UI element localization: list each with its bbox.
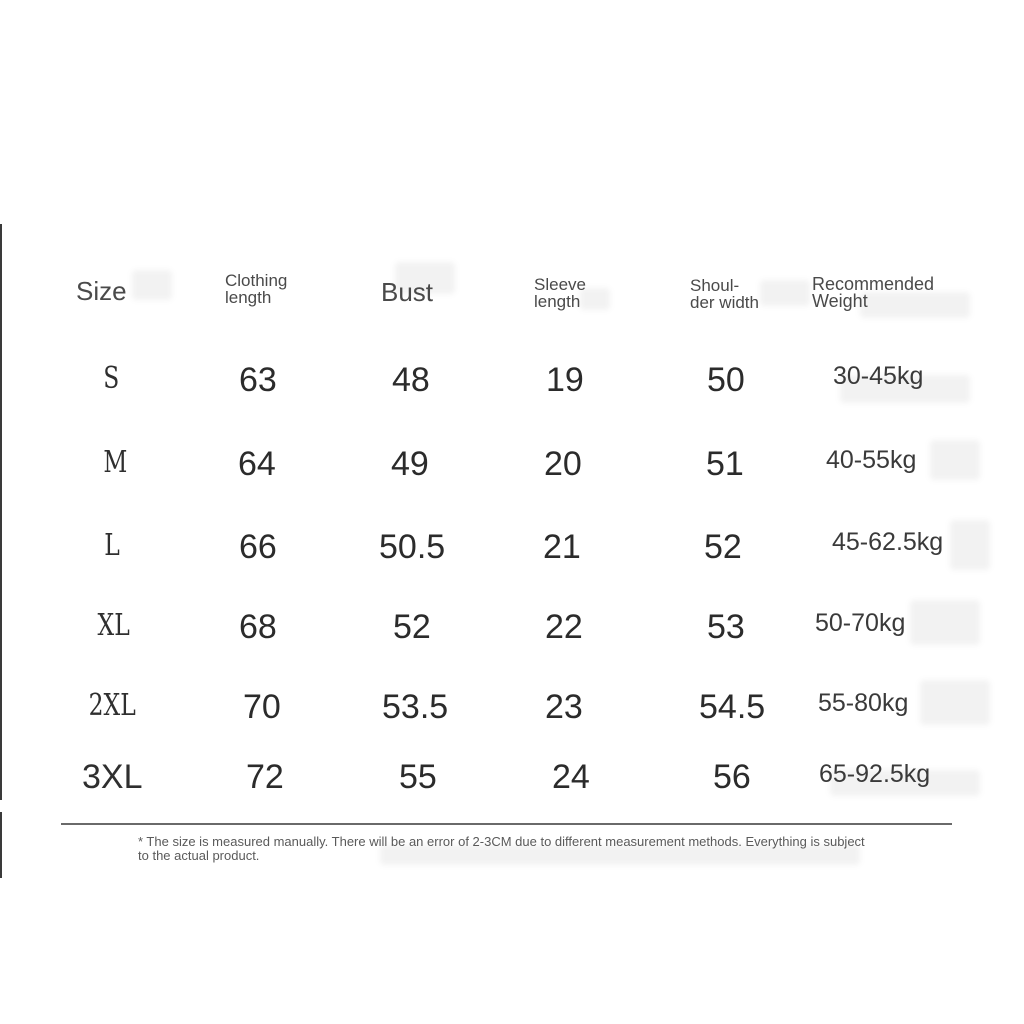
bust-value: 52 bbox=[393, 608, 431, 646]
sleeve-length-value: 23 bbox=[545, 688, 583, 726]
left-edge-line-lower bbox=[0, 812, 2, 878]
ghost-artifact bbox=[950, 520, 990, 570]
sleeve-length-value: 22 bbox=[545, 608, 583, 646]
left-edge-line bbox=[0, 224, 2, 800]
shoulder-width-value: 50 bbox=[707, 361, 745, 399]
shoulder-width-value: 56 bbox=[713, 758, 751, 796]
clothing-length-value: 72 bbox=[246, 758, 284, 796]
sleeve-length-value: 24 bbox=[552, 758, 590, 796]
weight-value: 45-62.5kg bbox=[832, 528, 944, 556]
header-bust: Bust bbox=[381, 277, 434, 307]
header-clothing-length-line1: Clothing bbox=[225, 271, 288, 290]
header-recommended-weight-line2: Weight bbox=[812, 291, 868, 311]
ghost-artifact bbox=[910, 600, 980, 645]
header-sleeve-length bbox=[534, 276, 586, 310]
footnote-divider bbox=[61, 823, 952, 825]
ghost-artifact bbox=[132, 270, 172, 300]
header-clothing-length bbox=[225, 272, 287, 306]
header-shoulder-width bbox=[690, 277, 759, 311]
header-recommended-weight bbox=[812, 276, 934, 310]
shoulder-width-value: 52 bbox=[704, 528, 742, 566]
header-shoulder-width-line2: der width bbox=[690, 293, 759, 312]
size-label: 2XL bbox=[88, 688, 136, 723]
bust-value: 49 bbox=[391, 445, 429, 483]
weight-value: 50-70kg bbox=[815, 609, 906, 637]
header-recommended-weight-line1: Recommended bbox=[812, 274, 935, 294]
size-label: XL bbox=[97, 608, 130, 643]
size-label: 3XL bbox=[82, 758, 143, 796]
header-sleeve-length-line1: Sleeve bbox=[534, 275, 586, 294]
clothing-length-value: 63 bbox=[239, 361, 277, 399]
size-label: S bbox=[103, 361, 120, 396]
sleeve-length-value: 21 bbox=[543, 528, 581, 566]
weight-value: 55-80kg bbox=[818, 689, 909, 717]
header-shoulder-width-line1: Shoul- bbox=[690, 276, 740, 295]
clothing-length-value: 70 bbox=[243, 688, 281, 726]
bust-value: 55 bbox=[399, 758, 437, 796]
header-size: Size bbox=[76, 276, 127, 306]
clothing-length-value: 68 bbox=[239, 608, 277, 646]
shoulder-width-value: 51 bbox=[706, 445, 744, 483]
bust-value: 53.5 bbox=[382, 688, 449, 726]
footnote-text: * The size is measured manually. There will be an error of 2-3CM due to different measurement methods. Everything is subject to the actual product. bbox=[138, 834, 865, 863]
clothing-length-value: 66 bbox=[239, 528, 277, 566]
clothing-length-value: 64 bbox=[238, 445, 276, 483]
weight-value: 30-45kg bbox=[833, 362, 924, 390]
sleeve-length-value: 19 bbox=[546, 361, 584, 399]
ghost-artifact bbox=[930, 440, 980, 480]
header-clothing-length-line2: length bbox=[225, 288, 272, 307]
sleeve-length-value: 20 bbox=[544, 445, 582, 483]
size-label: L bbox=[104, 528, 120, 563]
bust-value: 48 bbox=[392, 361, 430, 399]
shoulder-width-value: 53 bbox=[707, 608, 745, 646]
header-sleeve-length-line2: length bbox=[534, 292, 581, 311]
weight-value: 65-92.5kg bbox=[819, 760, 931, 788]
ghost-artifact bbox=[920, 680, 990, 725]
weight-value: 40-55kg bbox=[826, 446, 917, 474]
size-label: M bbox=[103, 445, 128, 480]
bust-value: 50.5 bbox=[379, 528, 446, 566]
ghost-artifact bbox=[760, 280, 810, 306]
shoulder-width-value: 54.5 bbox=[699, 688, 766, 726]
